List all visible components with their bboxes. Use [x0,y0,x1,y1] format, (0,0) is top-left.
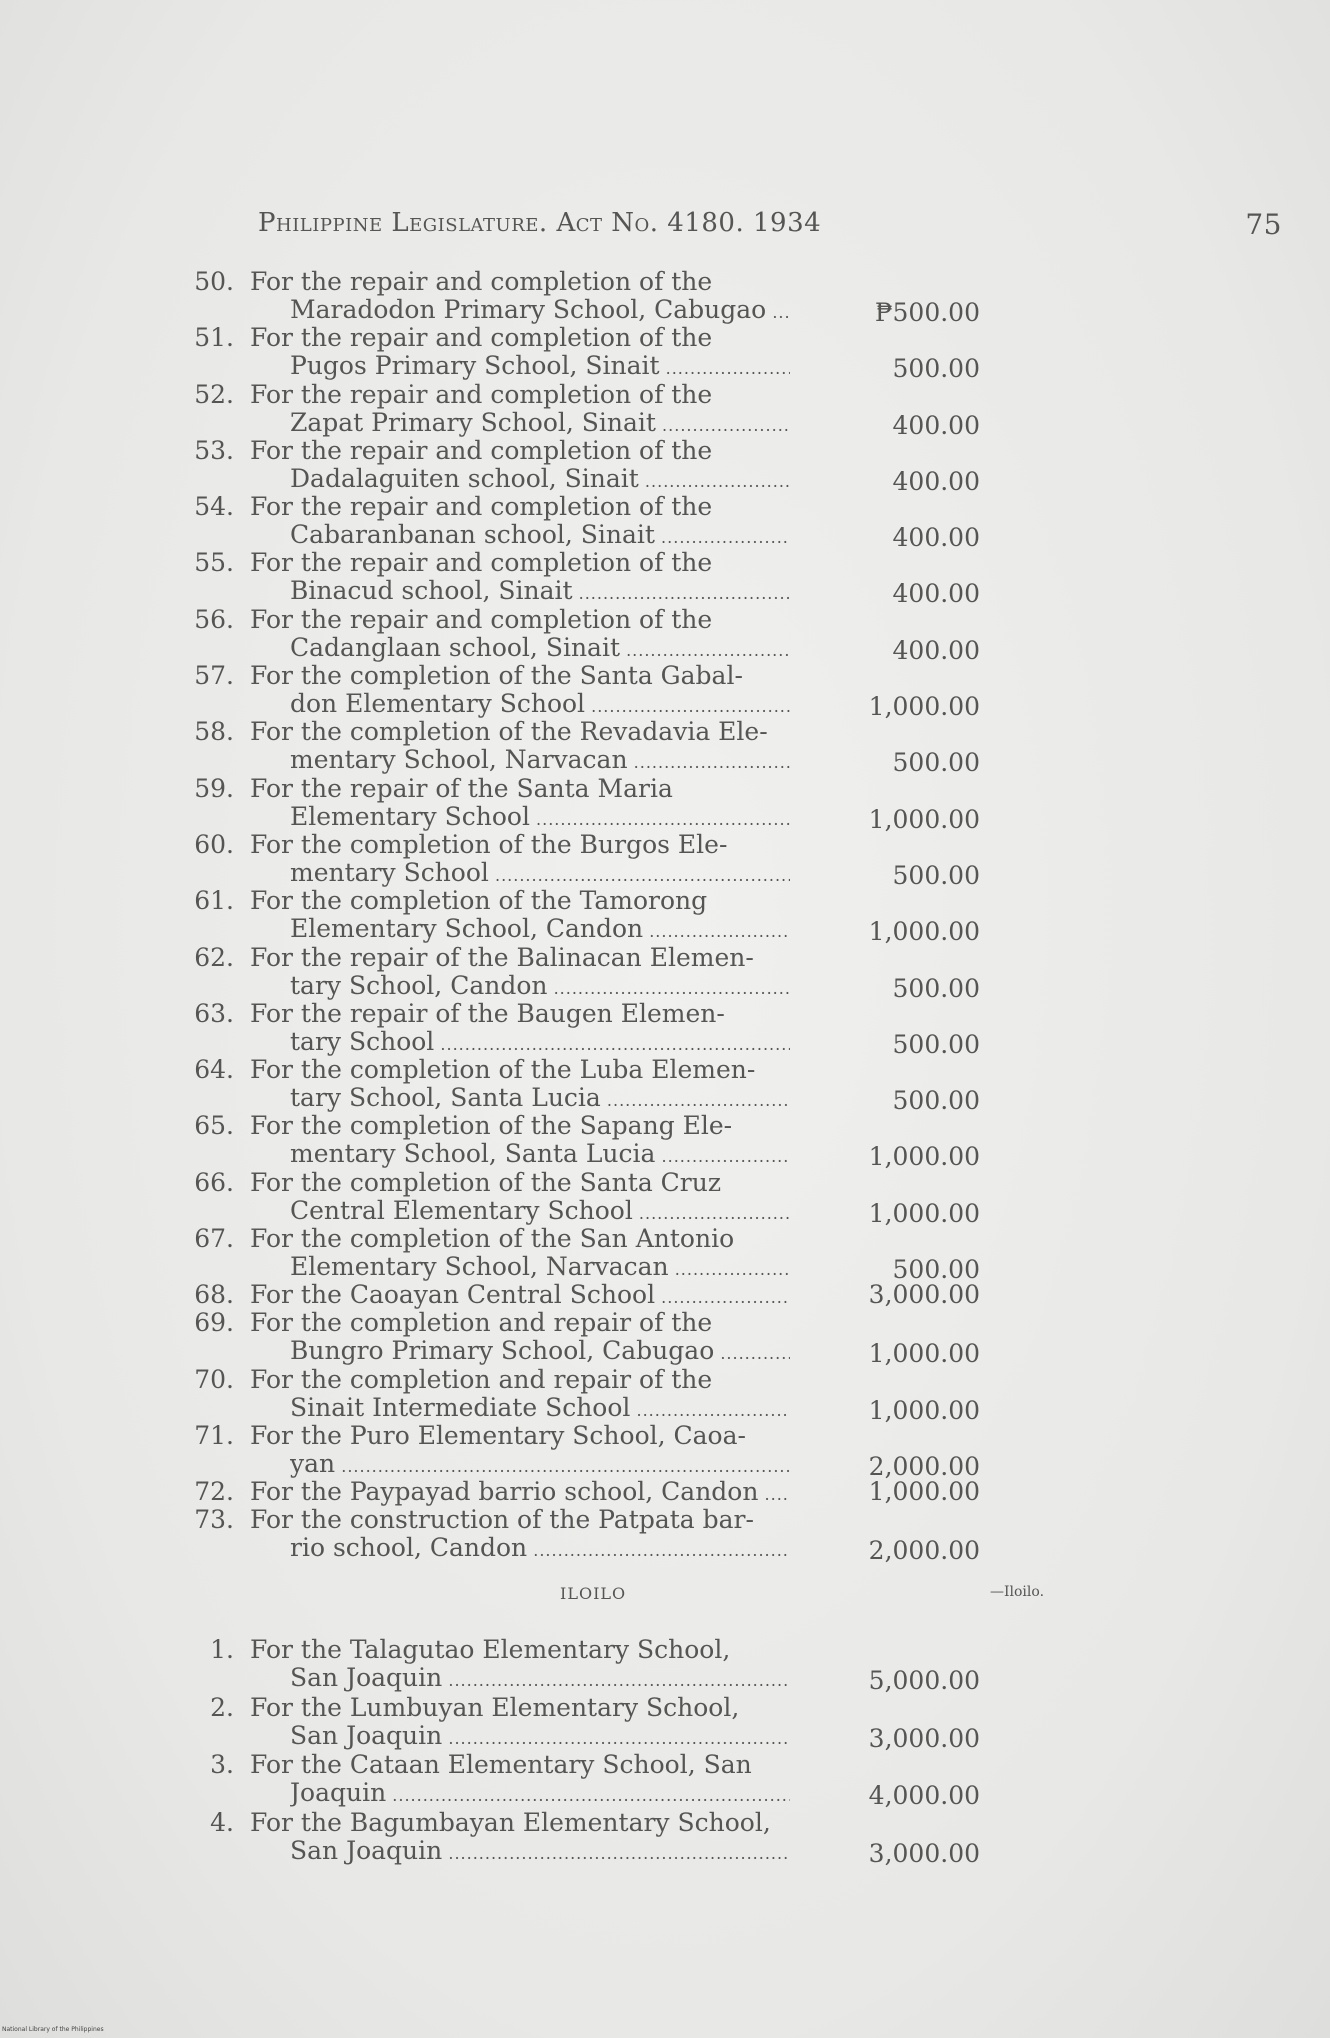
item-description-line2: tary School ..... [290,1028,790,1059]
item-description-line2: Elementary School, Narvacan ..... [290,1253,790,1284]
list-item [0,773,1330,834]
item-description-line1: For the completion of the Santa Gabal- [250,662,743,691]
list-item [0,1224,1330,1285]
item-amount: 500.00 [892,1086,980,1116]
item-description-line1: For the Cataan Elementary School, San [250,1751,752,1779]
item-amount: 1,000.00 [868,804,980,834]
item-amount: 400.00 [892,466,980,496]
item-description-line2: mentary School, Narvacan ..... [290,746,790,777]
item-number: 61. [194,886,234,916]
list-item [0,942,1330,1003]
item-number: 57. [194,661,234,691]
item-amount: 500.00 [892,1255,980,1285]
item-amount: 400.00 [892,523,980,553]
item-description-line1: For the completion of the San Antonio [250,1225,735,1254]
item-description-line2: tary School, Santa Lucia ..... [290,1084,790,1115]
list-item [0,379,1330,440]
item-description-line1: For the repair and completion of the [250,380,713,409]
item-number: 54. [194,492,234,522]
item-number: 59. [194,773,234,803]
item-amount: 1,000.00 [868,1477,980,1507]
item-amount: 400.00 [892,579,980,609]
item-description-line2: don Elementary School ..... [290,690,790,721]
section-heading: ILOILO [560,1584,627,1603]
list-item [0,548,1330,609]
footer-credit: National Library of the Philippines [2,2026,104,2033]
item-description-line1: For the completion of the Sapang Ele- [250,1112,733,1141]
item-amount: 500.00 [892,1029,980,1059]
item-number: 64. [194,1055,234,1085]
appropriation-list-ilocos-sur [0,267,1330,1566]
appropriation-list-iloilo [0,1636,1330,1866]
item-amount: 400.00 [892,410,980,440]
item-description-line2: mentary School, Santa Lucia ..... [290,1140,790,1171]
item-number: 60. [194,829,234,859]
item-number: 53. [194,435,234,465]
list-item [0,1364,1330,1425]
item-number: 63. [194,998,234,1028]
item-description-line2: Zapat Primary School, Sinait ..... [290,409,790,440]
list-item [0,323,1330,384]
item-number: 4. [210,1807,234,1837]
item-description-line1: For the completion of the Luba Elemen- [250,1056,756,1085]
item-description-line1: For the repair and completion of the [250,324,713,353]
item-amount: 500.00 [892,973,980,1003]
item-number: 51. [194,323,234,353]
item-amount: 500.00 [892,860,980,890]
list-item [0,1167,1330,1228]
item-amount: 1,000.00 [868,1142,980,1172]
item-number: 52. [194,379,234,409]
item-description-line1: For the repair and completion of the [250,436,713,465]
item-description-line1: For the construction of the Patpata bar- [250,1506,754,1535]
item-description-line1: For the repair and completion of the [250,268,713,296]
item-number: 58. [194,717,234,747]
item-amount: 1,000.00 [868,1198,980,1228]
item-description-line1: For the Paypayad barrio school, Candon ..... [250,1478,790,1509]
item-description-line2: Central Elementary School ..... [290,1197,790,1228]
item-number: 72. [194,1477,234,1507]
item-number: 70. [194,1364,234,1394]
list-item [0,1751,1330,1809]
item-description-line2: San Joaquin ..... [290,1722,790,1753]
item-description-line2: rio school, Candon ..... [290,1534,790,1565]
item-description-line1: For the Puro Elementary School, Caoa- [250,1421,746,1450]
item-number: 66. [194,1167,234,1197]
item-description-line2: Binacud school, Sinait ..... [290,577,790,608]
item-description-line1: For the repair of the Baugen Elemen- [250,999,725,1028]
item-number: 67. [194,1224,234,1254]
item-number: 65. [194,1111,234,1141]
item-description-line2: Cabaranbanan school, Sinait ..... [290,521,790,552]
item-description-line2: yan ..... [290,1450,790,1481]
item-description-line2: Dadalaguiten school, Sinait ..... [290,465,790,496]
item-description-line1: For the repair and completion of the [250,493,713,522]
item-amount: 400.00 [892,635,980,665]
item-amount: 2,000.00 [868,1451,980,1481]
item-description-line1: For the completion of the Santa Cruz [250,1168,722,1197]
list-item [0,1308,1330,1369]
list-item [0,829,1330,890]
item-number: 50. [194,267,234,296]
item-description-line2: Sinait Intermediate School ..... [290,1394,790,1425]
list-item [0,717,1330,778]
item-description-line1: For the completion and repair of the [250,1309,713,1338]
item-number: 62. [194,942,234,972]
item-amount: 5,000.00 [868,1666,980,1695]
list-item [0,1636,1330,1694]
list-item [0,1111,1330,1172]
item-number: 73. [194,1505,234,1535]
item-description-line1: For the completion of the Burgos Ele- [250,830,728,859]
item-amount: 1,000.00 [868,1339,980,1369]
list-item [0,1055,1330,1116]
item-description-line2: Elementary School, Candon ..... [290,915,790,946]
item-description-line2: Joaquin ..... [290,1779,790,1810]
item-amount: 2,000.00 [868,1536,980,1566]
list-item [0,661,1330,722]
item-description-line1: For the Lumbuyan Elementary School, [250,1693,740,1722]
item-description-line2: San Joaquin ..... [290,1837,790,1868]
item-description-line1: For the repair of the Balinacan Elemen- [250,943,754,972]
item-description-line2: tary School, Candon ..... [290,972,790,1003]
list-item [0,1694,1330,1752]
item-description-line2: Maradodon Primary School, Cabugao ..... [290,296,790,327]
item-number: 1. [210,1635,234,1664]
item-description-line2: Elementary School ..... [290,803,790,834]
item-description-line1: For the completion of the Tamorong [250,887,708,916]
running-title: Philippine Legislature. Act No. 4180. 1934 [258,208,822,238]
list-item [0,886,1330,947]
list-item [0,1478,1330,1506]
item-amount: 1,000.00 [868,917,980,947]
item-number: 55. [194,548,234,578]
list-item [0,492,1330,553]
item-number: 68. [194,1280,234,1310]
item-number: 56. [194,604,234,634]
item-amount: 3,000.00 [868,1723,980,1753]
item-description-line2: Pugos Primary School, Sinait ..... [290,352,790,383]
item-description-line1: For the completion and repair of the [250,1365,713,1394]
list-item [0,267,1330,327]
marginal-note: —Iloilo. [990,1584,1045,1600]
item-description-line1: For the repair and completion of the [250,549,713,578]
item-amount: 500.00 [892,748,980,778]
page-number: 75 [1245,208,1282,241]
list-item [0,1505,1330,1566]
item-number: 71. [194,1420,234,1450]
item-description-line2: San Joaquin ..... [290,1664,790,1695]
item-number: 2. [210,1692,234,1722]
page-header [258,208,1282,248]
list-item [0,604,1330,665]
item-description-line1: For the Talagutao Elementary School, [250,1636,731,1664]
item-description-line2: mentary School ..... [290,859,790,890]
item-description-line1: For the Caoayan Central School ..... [250,1281,790,1312]
list-item [0,1420,1330,1481]
item-amount: ₱500.00 [874,298,980,327]
item-description-line1: For the repair of the Santa Maria [250,774,673,803]
list-item [0,1809,1330,1867]
item-description-line2: Cadanglaan school, Sinait ..... [290,634,790,665]
item-amount: 500.00 [892,354,980,384]
item-description-line2: Bungro Primary School, Cabugao ..... [290,1337,790,1368]
item-number: 69. [194,1308,234,1338]
item-amount: 3,000.00 [868,1838,980,1868]
item-description-line1: For the Bagumbayan Elementary School, [250,1808,771,1837]
item-amount: 3,000.00 [868,1280,980,1310]
item-description-line1: For the repair and completion of the [250,605,713,634]
item-number: 3. [210,1750,234,1779]
item-amount: 1,000.00 [868,692,980,722]
list-item [0,435,1330,496]
list-item [0,1281,1330,1309]
section-heading-row [0,1584,1330,1614]
item-description-line1: For the completion of the Revadavia Ele- [250,718,768,747]
item-amount: 4,000.00 [868,1781,980,1810]
list-item [0,998,1330,1059]
item-amount: 1,000.00 [868,1395,980,1425]
